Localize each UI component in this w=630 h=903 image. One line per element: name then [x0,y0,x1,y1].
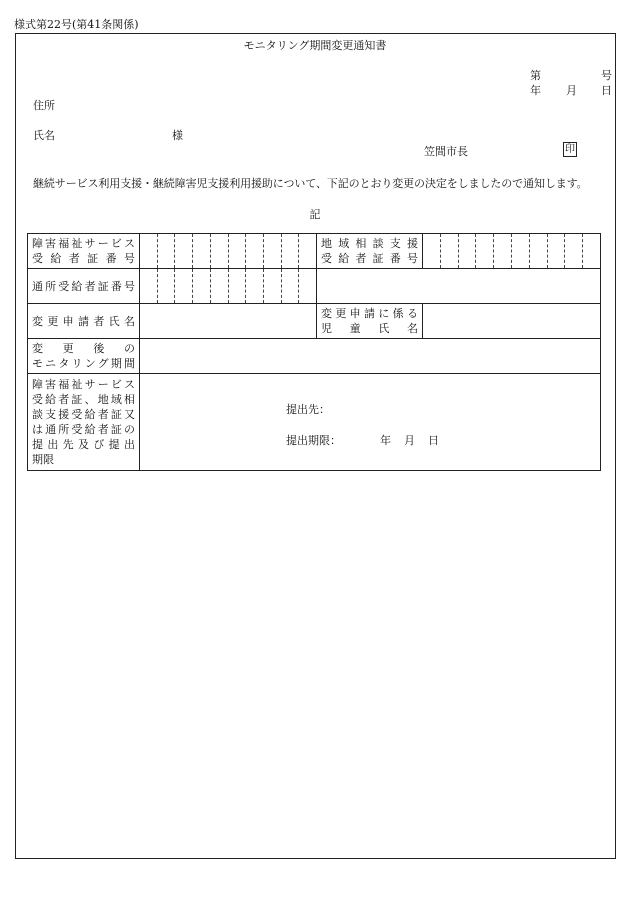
table-row [28,304,601,339]
label-line: 変 更 後 の [32,342,135,355]
number-dai: 第 [530,69,541,82]
address-label: 住所 [33,99,55,112]
label-line: 受給者証番号 [32,252,135,265]
applicant-name-label [28,304,140,339]
label-line: 談支援受給者証又 [32,408,135,421]
table-row [28,269,601,304]
submit-to-label: 提出先： [286,403,330,416]
date-day: 日 [601,84,612,97]
label-line: 障害福祉サービス [32,237,135,250]
label-line: 受給者証、地域相 [32,393,135,406]
deadline-day: 日 [428,434,439,447]
name-honorific: 様 [172,129,183,142]
monitoring-period-label [28,339,140,374]
label-line: 通所受給者証番号 [32,279,135,293]
date-year: 年 [530,84,541,97]
label-line: 変更申請に係る [321,307,418,320]
submit-deadline-label: 提出期限： [286,434,341,447]
ki-heading: 記 [309,208,321,221]
label-line: 提出先及び提出 [32,438,135,451]
table-row [28,374,601,471]
submission-field[interactable] [140,374,601,471]
blank-cell [317,269,601,304]
seal-stamp: 印 [565,144,575,155]
label-line: 障害福祉サービス [32,378,135,391]
monitoring-period-field[interactable] [140,339,601,374]
table-row [28,234,601,269]
name-label: 氏名 [33,129,55,142]
label-line: 期限 [32,453,54,466]
day-service-cert-number-field[interactable] [140,269,317,304]
child-name-label [317,304,423,339]
applicant-name-field[interactable] [140,304,317,339]
service-cert-number-label [28,234,140,269]
details-table [27,233,601,471]
label-line: 変更申請者氏名 [32,314,135,328]
table-row [28,339,601,374]
service-cert-number-field[interactable] [140,234,317,269]
label-line: 受給者証番号 [321,252,418,265]
deadline-month: 月 [404,434,415,447]
day-service-cert-number-label [28,269,140,304]
date-month: 月 [566,84,577,97]
label-line: モニタリング期間 [32,357,135,370]
label-line: 児童氏名 [321,322,418,335]
submission-label [28,374,140,471]
label-line: 地域相談支援 [321,237,418,250]
community-cert-number-label [317,234,423,269]
deadline-year: 年 [380,434,391,447]
label-line: は通所受給者証の [32,423,135,436]
child-name-field[interactable] [423,304,601,339]
number-go: 号 [601,69,612,82]
form-number-label: 様式第22号(第41条関係) [14,18,139,31]
notice-body-text: 継続サービス利用支援・継続障害児支援利用援助について、下記のとおり変更の決定をしましたので通知します。 [33,177,588,190]
issuer-title: 笠間市長 [424,145,468,158]
community-cert-number-field[interactable] [423,234,601,269]
document-title: モニタリング期間変更通知書 [243,39,387,52]
